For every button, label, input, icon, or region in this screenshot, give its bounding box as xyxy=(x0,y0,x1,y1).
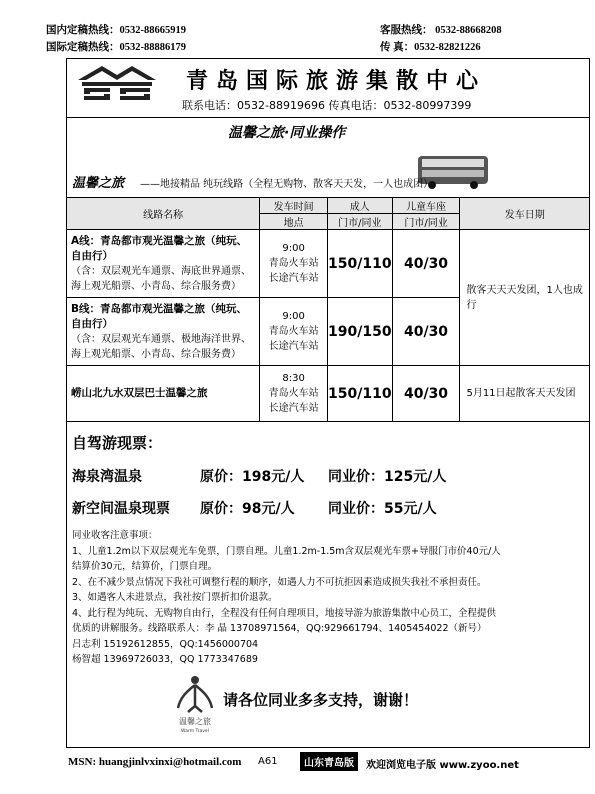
footer xyxy=(0,748,595,794)
hotline-bar xyxy=(0,0,595,58)
center-logo-icon xyxy=(76,62,158,102)
spring-1-peer-price: 同业价：125元/人 xyxy=(328,469,447,485)
route-c-cell xyxy=(67,366,260,422)
route-a-place1: 青岛火车站 xyxy=(268,258,319,269)
logo-cn: 温馨之旅 xyxy=(179,717,211,726)
note-line: 4、此行程为纯玩、无购物自由行，全程没有任何自理项目，地接导游为旅游集散中心员工，全程提供 xyxy=(72,607,497,619)
tour-title: 温馨之旅·同业操作 xyxy=(228,125,346,141)
international-hotline: 国际定稿热线：0532-88886179 xyxy=(46,42,186,53)
route-b-child-price: 40/30 xyxy=(392,298,460,366)
route-ab-date: 散客天天天发团，1人也成行 xyxy=(460,230,590,366)
route-a-child-price: 40/30 xyxy=(392,230,460,298)
header-date: 发车日期 xyxy=(460,198,590,230)
spring-2-name: 新空间温泉现票 xyxy=(72,501,170,517)
fax-number: 传 真：0532-82821226 xyxy=(380,42,481,53)
route-a-time-place xyxy=(260,230,328,298)
route-b-place2: 长途汽车站 xyxy=(268,341,319,352)
route-b-place1: 青岛火车站 xyxy=(268,326,319,337)
notes-list xyxy=(72,528,577,668)
route-table xyxy=(66,197,590,422)
domestic-hotline: 国内定稿热线：0532-88665919 xyxy=(46,25,186,36)
route-c-date: 5月11日起散客天天发团 xyxy=(460,366,590,422)
spring-1-orig-price: 原价：198元/人 xyxy=(200,469,305,485)
note-line: 2、在不减少景点情况下我社可调整行程的顺序，如遇人力不可抗拒因素造成损失我社不承担责任。 xyxy=(72,576,487,588)
route-b-name: B线：青岛都市观光温馨之旅（纯玩、自由行） xyxy=(71,302,248,330)
route-a-name: A线：青岛都市观光温馨之旅（纯玩、自由行） xyxy=(71,234,248,262)
center-contact: 联系电话：0532-88919696 传真电话：0532-80997399 xyxy=(182,99,472,112)
route-b-detail: （含：双层观光车通票、极地海洋世界、海上观光船票、小青岛、综合服务费） xyxy=(71,333,251,360)
page-number: A61 xyxy=(258,756,278,767)
header-route: 线路名称 xyxy=(67,198,260,230)
edition-badge: 山东青岛版 xyxy=(300,752,358,771)
route-c-adult-price: 150/110 xyxy=(328,366,393,422)
route-c-place1: 青岛火车站 xyxy=(268,388,319,399)
route-a-time: 9:00 xyxy=(282,243,305,254)
center-title: 青岛国际旅游集散中心 xyxy=(186,69,487,94)
header-gate-child: 门市/同业 xyxy=(392,214,460,230)
route-c-time-place xyxy=(260,366,328,422)
logo-en: Warm Travel xyxy=(181,729,209,734)
route-c-time: 8:30 xyxy=(282,373,305,384)
footer-msn: MSN: huangjinlvxinxi@hotmail.com xyxy=(68,756,242,768)
table-row xyxy=(67,230,590,298)
spring-2-orig-price: 原价：98元/人 xyxy=(200,501,295,517)
header-divider xyxy=(66,117,590,118)
tagline-head: 温馨之旅 xyxy=(72,176,125,191)
header-adult: 成人 xyxy=(328,198,393,214)
route-b-adult-price: 190/150 xyxy=(328,298,393,366)
note-line: 结算价30元，结算价，门票自理。 xyxy=(72,561,218,572)
self-drive-title: 自驾游现票： xyxy=(72,434,163,452)
route-b-cell xyxy=(67,298,260,366)
header-child: 儿童车座 xyxy=(392,198,460,214)
note-line: 杨智超 13969726033，QQ 1773347689 xyxy=(72,654,258,665)
route-a-place2: 长途汽车站 xyxy=(268,273,319,284)
route-c-child-price: 40/30 xyxy=(392,366,460,422)
route-b-time: 9:00 xyxy=(282,311,305,322)
footer-welcome: 欢迎浏览电子版 www.zyoo.net xyxy=(366,760,519,771)
service-hotline: 客服热线： 0532-88668208 xyxy=(380,25,502,36)
note-line: 同业收客注意事项： xyxy=(72,530,158,541)
note-line: 3、如遇客人未进景点，我社按门票折扣价退款。 xyxy=(72,592,278,603)
spring-2-peer-price: 同业价：55元/人 xyxy=(328,501,437,517)
note-line: 吕志利 15192612855，QQ:1456000704 xyxy=(72,638,259,650)
header-time: 发车时间 xyxy=(260,198,328,214)
route-c-name: 崂山北九水双层巴士温馨之旅 xyxy=(71,387,208,399)
route-b-time-place xyxy=(260,298,328,366)
route-a-adult-price: 150/110 xyxy=(328,230,393,298)
route-c-place2: 长途汽车站 xyxy=(268,403,319,414)
route-a-detail: （含：双层观光车通票、海底世界通票、海上观光船票、小青岛、综合服务费） xyxy=(71,265,251,292)
warm-travel-logo-icon xyxy=(170,672,220,734)
note-line: 优质的讲解服务。线路联系人：李 晶 13708971564，QQ:929661794、1405454022（新号） xyxy=(72,623,487,634)
tagline-text: ——地接精品 纯玩线路（全程无购物、散客天天发，一人也成团） xyxy=(140,179,434,190)
spring-1-name: 海泉湾温泉 xyxy=(72,469,142,485)
header-place: 地点 xyxy=(260,214,328,230)
note-line: 1、儿童1.2m以下双层观光车免票，门票自理。儿童1.2m-1.5m含双层观光车票+导服门市价40元/人 xyxy=(72,545,501,557)
header-gate-adult: 门市/同业 xyxy=(328,214,393,230)
table-row xyxy=(67,366,590,422)
route-a-cell xyxy=(67,230,260,298)
thanks-message: 请各位同业多多支持，谢谢！ xyxy=(223,691,419,709)
